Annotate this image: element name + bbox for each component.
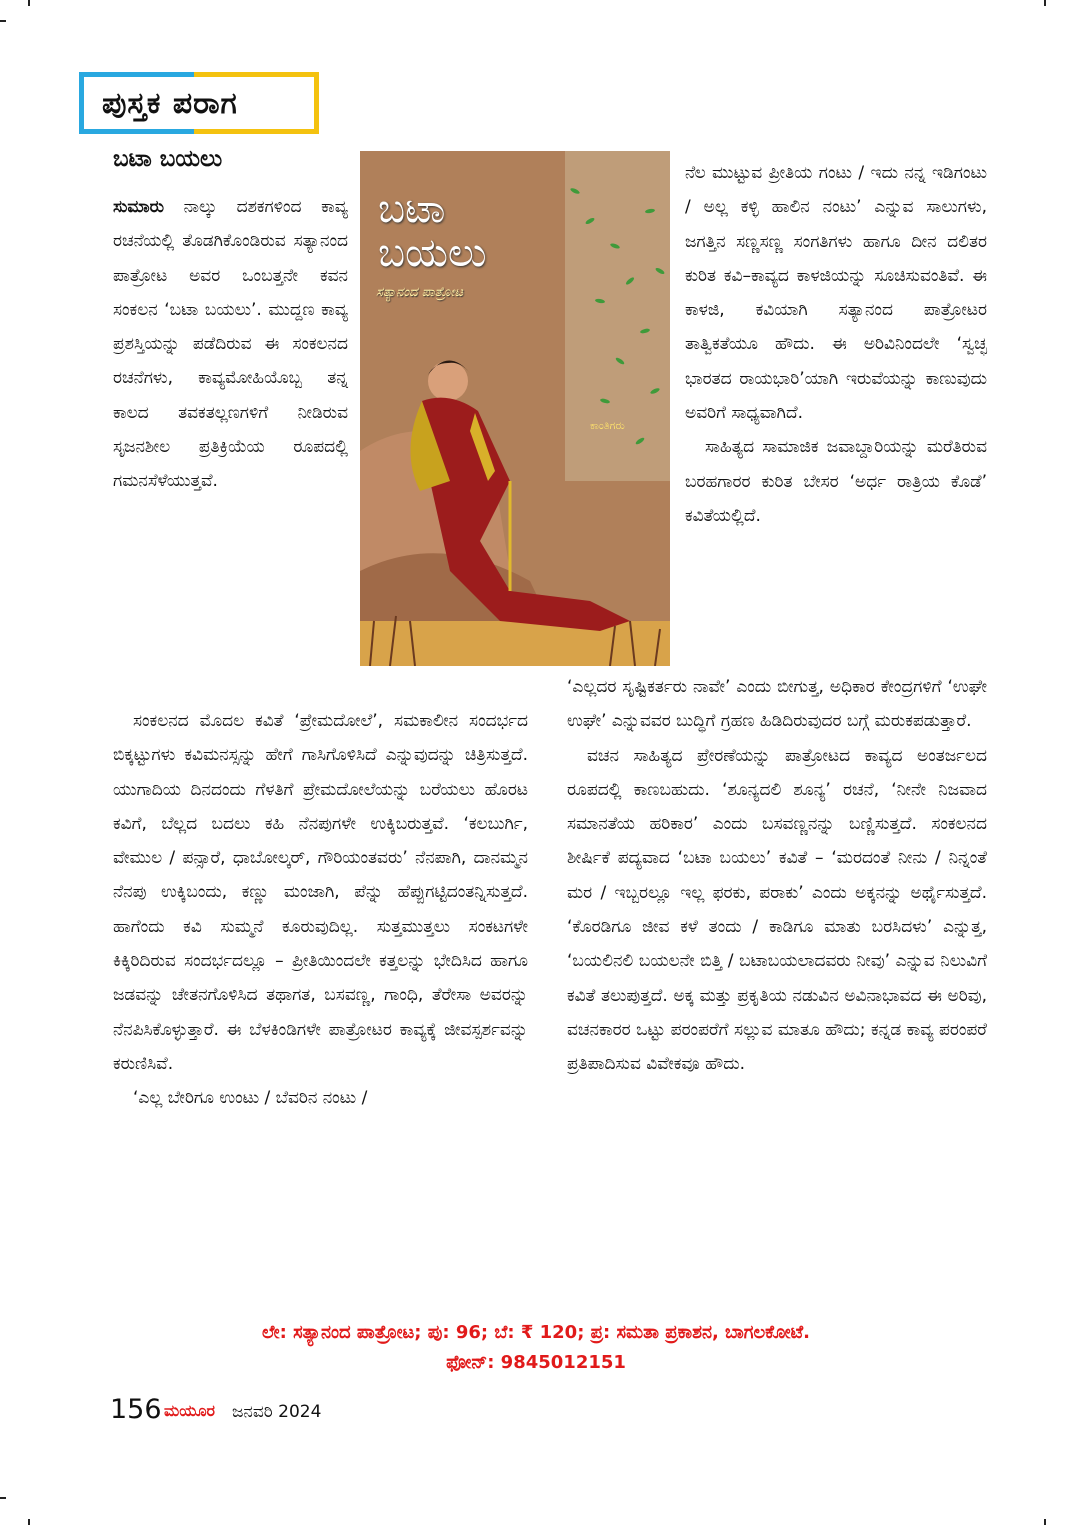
page-number: 156 bbox=[110, 1394, 162, 1425]
magazine-logo: ಮಯೂರ bbox=[164, 1401, 216, 1420]
crop-mark bbox=[1044, 1519, 1046, 1525]
cover-author: ಸತ್ಯಾನಂದ ಪಾತ್ರೋಟ bbox=[376, 285, 464, 300]
cover-title bbox=[378, 187, 578, 275]
crop-mark bbox=[0, 1497, 6, 1499]
article-column-left-bottom bbox=[113, 704, 528, 1116]
book-title: ಬಟಾ ಬಯಲು bbox=[113, 146, 223, 172]
article-paragraph: ಸಂಕಲನದ ಮೊದಲ ಕವಿತೆ ‘ಪ್ರೇಮದೋಲೆ’, ಸಮಕಾಲೀನ ಸಂದರ್ಭದ ಬಿಕ್ಕಟ್ಟುಗಳು ಕವಿಮನಸ್ಸನ್ನು ಹೇಗೆ ಗಾಸಿಗೊಳಿಸಿದೆ ಎನ್ನುವುದನ್ನು ಚಿತ್ರಿಸುತ್ತದೆ. ಯುಗಾದಿಯ ದಿನದಂದು ಗೆಳತಿಗೆ ಪ್ರೇಮದೋಲೆಯನ್ನು ಬರೆಯಲು ಹೊರಟ ಕವಿಗೆ, ಬೆಲ್ಲದ ಬದಲು ಕಹಿ ನೆನಪುಗಳೇ ಉಕ್ಕಿಬರುತ್ತವೆ. ‘ಕಲಬುರ್ಗಿ, ವೇಮುಲ / ಪನ್ಸಾರೆ, ಧಾಬೋಲ್ಕರ್, ಗೌರಿಯಂತವರು’ ನೆನಪಾಗಿ, ದಾನಮ್ಮನ ನೆನಪು ಉಕ್ಕಿಬಂದು, ಕಣ್ಣು ಮಂಜಾಗಿ, ಪೆನ್ನು ಹೆಪ್ಪುಗಟ್ಟಿದಂತನ್ನಿಸುತ್ತದೆ. ಹಾಗೆಂದು ಕವಿ ಸುಮ್ಮನೆ ಕೂರುವುದಿಲ್ಲ. ಸುತ್ತಮುತ್ತಲು ಸಂಕಟಗಳೇ ಕಿಕ್ಕಿರಿದಿರುವ ಸಂದರ್ಭದಲ್ಲೂ – ಪ್ರೀತಿಯಿಂದಲೇ ಕತ್ತಲನ್ನು ಭೇದಿಸಿದ ಹಾಗೂ ಜಡವನ್ನು ಚೇತನಗೊಳಿಸಿದ ತಥಾಗತ, ಬಸವಣ್ಣ, ಗಾಂಧಿ, ತೆರೇಸಾ ಅವರನ್ನು ನೆನಪಿಸಿಕೊಳ್ಳುತ್ತಾರೆ. ಈ ಬೆಳಕಿಂಡಿಗಳೇ ಪಾತ್ರೋಟರ ಕಾವ್ಯಕ್ಕೆ ಜೀವಸ್ಪರ್ಶವನ್ನು ಕರುಣಿಸಿವೆ. bbox=[113, 711, 528, 1074]
article-text: ನಾಲ್ಕು ದಶಕಗಳಿಂದ ಕಾವ್ಯ ರಚನೆಯಲ್ಲಿ ತೊಡಗಿಕೊಂಡಿರುವ ಸತ್ಯಾನಂದ ಪಾತ್ರೋಟ ಅವರ ಒಂಬತ್ತನೇ ಕವನ ಸಂಕಲನ ‘ಬಟಾ ಬಯಲು’. ಮುದ್ದಣ ಕಾವ್ಯ ಪ್ರಶಸ್ತಿಯನ್ನು ಪಡೆದಿರುವ ಈ ಸಂಕಲನದ ರಚನೆಗಳು, ಕಾವ್ಯಮೋಹಿಯೊಬ್ಬ ತನ್ನ ಕಾಲದ ತವಕತಲ್ಲಣಗಳಿಗೆ ನೀಡಿರುವ ಸೃಜನಶೀಲ ಪ್ರತಿಕ್ರಿಯೆಯ ರೂಪದಲ್ಲಿ ಗಮನಸೆಳೆಯುತ್ತವೆ. bbox=[113, 197, 348, 492]
cover-series-label: ಕಾಂತಿಗರು bbox=[590, 419, 625, 432]
crop-mark bbox=[28, 1519, 30, 1525]
article-column-left-top bbox=[113, 190, 348, 499]
article-column-right-bottom bbox=[567, 670, 987, 1082]
cover-title-line: ಬಟಾ bbox=[378, 186, 446, 232]
lead-word: ಸುಮಾರು bbox=[113, 197, 164, 217]
cover-title-line: ಬಯಲು bbox=[378, 230, 487, 276]
article-paragraph bbox=[113, 190, 348, 499]
article-column-right-top bbox=[685, 156, 987, 533]
section-header bbox=[79, 72, 319, 134]
crop-mark bbox=[1044, 0, 1046, 6]
crop-mark bbox=[0, 20, 6, 22]
article-paragraph: ‘ಎಲ್ಲದರ ಸೃಷ್ಟಿಕರ್ತರು ನಾವೇ’ ಎಂದು ಬೀಗುತ್ತ, ಅಧಿಕಾರ ಕೇಂದ್ರಗಳಿಗೆ ‘ಉಘೇ ಉಘೇ’ ಎನ್ನುವವರ ಬುದ್ಧಿಗೆ ಗ್ರಹಣ ಹಿಡಿದಿರುವುದರ ಬಗ್ಗೆ ಮರುಕಪಡುತ್ತಾರೆ. bbox=[567, 677, 987, 732]
book-cover-image bbox=[360, 151, 670, 666]
article-paragraph: ವಚನ ಸಾಹಿತ್ಯದ ಪ್ರೇರಣೆಯನ್ನು ಪಾತ್ರೋಟದ ಕಾವ್ಯದ ಅಂತರ್ಜಲದ ರೂಪದಲ್ಲಿ ಕಾಣಬಹುದು. ‘ಶೂನ್ಯದಲಿ ಶೂನ್ಯ’ ರಚನೆ, ‘ನೀನೇ ನಿಜವಾದ ಸಮಾನತೆಯ ಹರಿಕಾರ’ ಎಂದು ಬಸವಣ್ಣನನ್ನು ಬಣ್ಣಿಸುತ್ತದೆ. ಸಂಕಲನದ ಶೀರ್ಷಿಕೆ ಪದ್ಯವಾದ ‘ಬಟಾ ಬಯಲು’ ಕವಿತೆ – ‘ಮರದಂತೆ ನೀನು / ನಿನ್ನಂತೆ ಮರ / ಇಬ್ಬರಲ್ಲೂ ಇಲ್ಲ ಫರಕು, ಪರಾಕು’ ಎಂದು ಅಕ್ಕನನ್ನು ಅರ್ಥೈಸುತ್ತದೆ. ‘ಕೊರಡಿಗೂ ಜೀವ ಕಳೆ ತಂದು / ಕಾಡಿಗೂ ಮಾತು ಬರಸಿದಳು’ ಎನ್ನುತ್ತ, ‘ಬಯಲಿನಲಿ ಬಯಲನೇ ಬಿತ್ತಿ / ಬಟಾಬಯಲಾದವರು ನೀವು’ ಎನ್ನುವ ನಿಲುವಿಗೆ ಕವಿತೆ ತಲುಪುತ್ತದೆ. ಅಕ್ಕ ಮತ್ತು ಪ್ರಕೃತಿಯ ನಡುವಿನ ಅವಿನಾಭಾವದ ಈ ಅರಿವು, ವಚನಕಾರರ ಒಟ್ಟು ಪರಂಪರೆಗೆ ಸಲ್ಲುವ ಮಾತೂ ಹೌದು; ಕನ್ನಡ ಕಾವ್ಯ ಪರಂಪರೆ ಪ್ರತಿಪಾದಿಸುವ ವಿವೇಕವೂ ಹೌದು. bbox=[567, 745, 987, 1075]
article-paragraph: ‘ಎಲ್ಲ ಬೇರಿಗೂ ಉಂಟು / ಬೆವರಿನ ನಂಟು / bbox=[133, 1088, 368, 1109]
section-title: ಪುಸ್ತಕ ಪರಾಗ bbox=[102, 86, 238, 121]
book-credits-phone: ಫೋನ್: 9845012151 bbox=[446, 1352, 626, 1373]
book-credits: ಲೇ: ಸತ್ಯಾನಂದ ಪಾತ್ರೋಟ; ಪು: 96; ಬೆ: ₹ 120; ಪ್ರ: ಸಮತಾ ಪ್ರಕಾಶನ, ಬಾಗಲಕೋಟೆ. bbox=[262, 1322, 810, 1343]
article-paragraph: ನೆಲ ಮುಟ್ಟುವ ಪ್ರೀತಿಯ ಗಂಟು / ಇದು ನನ್ನ ಇಡಿಗಂಟು / ಅಲ್ಲ ಕಳ್ಳಿ ಹಾಲಿನ ನಂಟು’ ಎನ್ನುವ ಸಾಲುಗಳು, ಜಗತ್ತಿನ ಸಣ್ಣಸಣ್ಣ ಸಂಗತಿಗಳು ಹಾಗೂ ದೀನ ದಲಿತರ ಕುರಿತ ಕವಿ–ಕಾವ್ಯದ ಕಾಳಜಿಯನ್ನು ಸೂಚಿಸುವಂತಿವೆ. ಈ ಕಾಳಜಿ, ಕವಿಯಾಗಿ ಸತ್ಯಾನಂದ ಪಾತ್ರೋಟರ ತಾತ್ವಿಕತೆಯೂ ಹೌದು. ಈ ಅರಿವಿನಿಂದಲೇ ‘ಸ್ವಚ್ಛ ಭಾರತದ ರಾಯಭಾರಿ’ಯಾಗಿ ಇರುವೆಯನ್ನು ಕಾಣುವುದು ಅವರಿಗೆ ಸಾಧ್ಯವಾಗಿದೆ. bbox=[685, 163, 987, 424]
article-paragraph: ಸಾಹಿತ್ಯದ ಸಾಮಾಜಿಕ ಜವಾಬ್ದಾರಿಯನ್ನು ಮರೆತಿರುವ ಬರಹಗಾರರ ಕುರಿತ ಬೇಸರ ‘ಅರ್ಧ ರಾತ್ರಿಯ ಕೊಡೆ’ ಕವಿತೆಯಲ್ಲಿದೆ. bbox=[685, 437, 987, 526]
issue-date: ಜನವರಿ 2024 bbox=[232, 1402, 322, 1422]
crop-mark bbox=[28, 0, 30, 6]
